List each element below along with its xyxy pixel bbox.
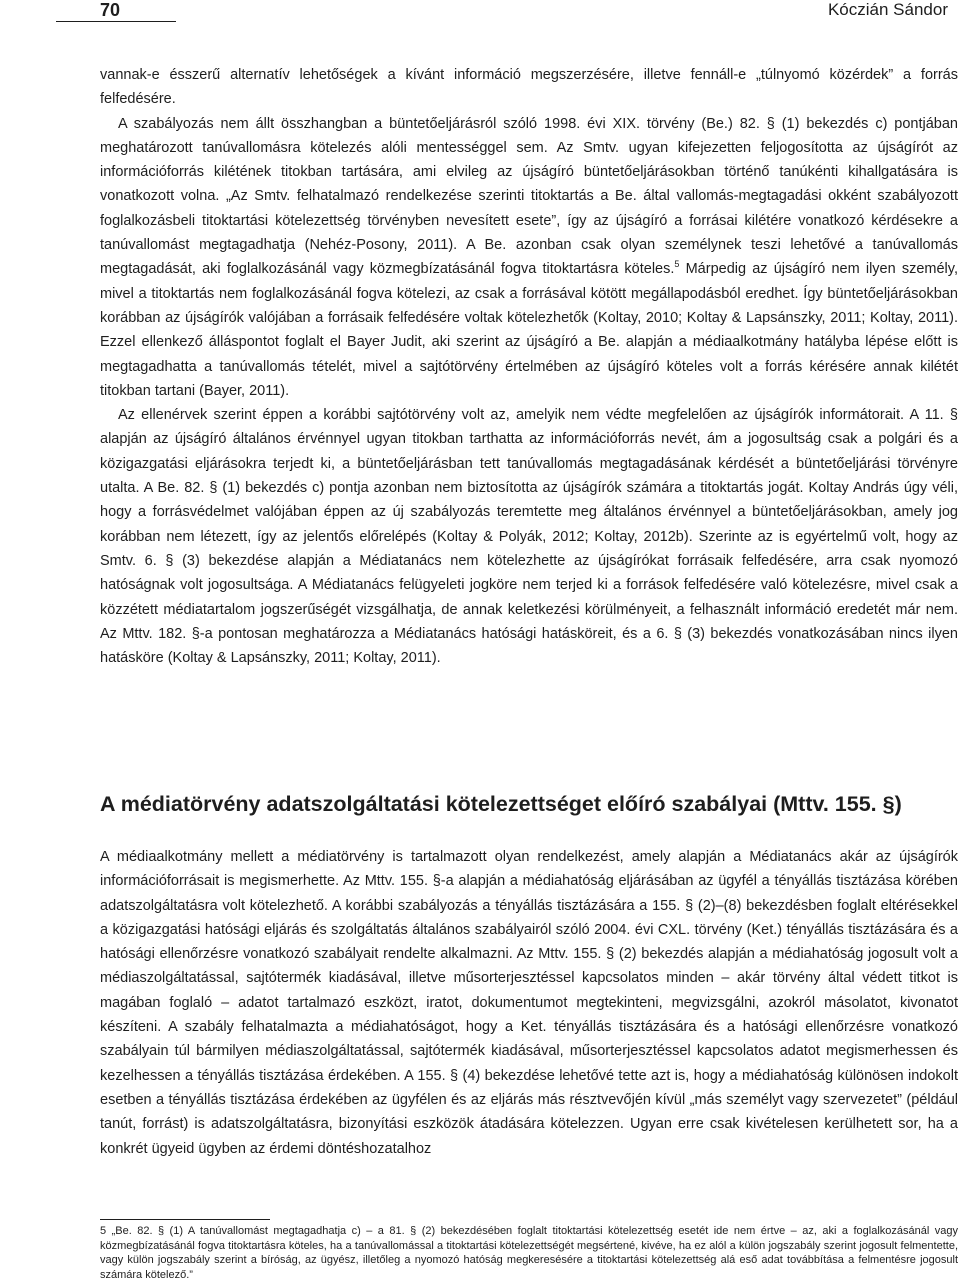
footnote-rule xyxy=(100,1219,270,1220)
footnote xyxy=(100,1224,958,1282)
page-header xyxy=(0,0,960,30)
footnote-ref[interactable]: 5 xyxy=(674,259,680,270)
paragraph xyxy=(100,112,958,404)
header-rule xyxy=(56,21,176,22)
paragraph: vannak-e ésszerű alternatív lehetőségek a kívánt információ megszerzésére, illetve fennáll-e „túlnyomó közérdek” a forrás felfedésére. xyxy=(100,67,958,108)
body-text xyxy=(100,63,958,670)
running-author: Kóczián Sándor xyxy=(827,0,948,19)
paragraph-text: Márpedig az újságíró nem ilyen személy, mivel a titoktartás nem foglalkozásánál fogva kötelezi, az csak a forrásával kötött megállapodásból eredhet. Így büntetőeljárásokban korábban az újságírók valójában a forrásaik felfedésére voltak kötelezhetők (Koltay, 2010; Koltay & Lapsánszky, 2011; Koltay, 2011). Ezzel ellenkező álláspontot foglalt el Bayer Judit, aki szerint az újságíró a Be. alapján a médiaalkotmány hatályba lépése előtt is megtagadhatta a tanúvallomás tételét, mivel a sajtótörvény értelmében az újságíró köteles volt a forrás kérésére annak kilétét titokban tartani (Bayer, 2011). xyxy=(100,261,958,399)
paragraph: Az ellenérvek szerint éppen a korábbi sajtótörvény volt az, amelyik nem védte megfelelően az újságírók informátorait. A 11. § alapján az újságíró általános érvénnyel ugyan titokban tarthatta az információforrás nevét, ám a jogosultság csak a polgári és a közigazgatási eljárásokra terjedt ki, a büntetőeljárásban tett tanúvallomás megtagadásának kérdését a büntetőeljárási törvényre utalta. A Be. 82. § (1) bekezdés c) pontja azonban nem biztosította az újságírók számára a titoktartás jogát. Koltay András úgy véli, hogy a forrásvédelmet valójában éppen az új szabályozás teremtette meg általános érvénnyel a büntetőeljárásokban, amely jog korábban nem létezett, így az jelentős előrelépés (Koltay & Polyák, 2012; Koltay, 2012b). Szerinte az is egyértelmű volt, hogy az Smtv. 6. § (3) bekezdése alapján a Médiatanács nem kötelezhette az újságírókat forrásaik felfedésére, arra csak nyomozó hatóságnak volt jogosultsága. A Médiatanács felügyeleti jogköre nem terjed ki a források felfedésére való kötelezésre, mivel csak a közzétett médiatartalom jogszerűségét vizsgálhatja, de annak keletkezési körülményeit, a felhasznált információ eredetét már nem. Az Mttv. 182. §-a pontosan meghatározza a Médiatanács hatósági hatásköreit, és a 6. § (3) bekezdés vonatkozásában nincs ilyen hatásköre (Koltay & Lapsánszky, 2011; Koltay, 2011). xyxy=(100,407,958,667)
footnote-text: „Be. 82. § (1) A tanúvallomást megtagadhatja c) – a 81. § (2) bekezdésében foglalt titoktartási kötelezettség esetét ide nem értve – az, aki a foglalkozásánál vagy közmegbízatásánál fogva titoktartásra köteles, ha a tanúvallomással a titoktartási kötelezettségét megsértené, kivéve, ha ez alól a külön jogszabály szerint jogosult felmentette, vagy külön jogszabály szerint a bíróság, az ügyész, illetőleg a nyomozó hatóság megkeresésére a titoktartási kötelezettség alá eső adat továbbítása a felmentésre jogosult számára kötelező.” xyxy=(100,1225,958,1281)
section-text xyxy=(100,845,958,1161)
section-heading: A médiatörvény adatszolgáltatási kötelezettséget előíró szabályai (Mttv. 155. §) xyxy=(100,792,902,816)
footnote-number: 5 xyxy=(100,1225,107,1237)
footnote-paragraph xyxy=(100,1224,958,1282)
paragraph: A médiaalkotmány mellett a médiatörvény is tartalmazott olyan rendelkezést, amely alapján a Médiatanács akár az újságírók információforrásait is megismerhette. Az Mttv. 155. §-a alapján a médiahatóság eljárásában az ügyfél a tényállás tisztázása körében adatszolgáltatásra volt kötelezhető. A korábbi szabályozás a tényállás tisztázására a 155. § (2)–(8) bekezdésben foglalt eltérésekkel a közigazgatási hatósági eljárás és szolgáltatás általános szabályairól szóló 2004. évi CXL. törvény (Ket.) tényállás tisztázására és a hatósági ellenőrzésre vonatkozó szabályait rendelte alkalmazni. Az Mttv. 155. § (2) bekezdés alapján a médiahatóság jogosult volt a médiaszolgáltatással, sajtótermék kiadásával, illetve műsorterjesztéssel kapcsolatos minden – akár törvény által védett titkot is magában foglaló – adatot tartalmazó eszközt, iratot, dokumentumot megtekinteni, megvizsgálni, azokról másolatot, kivonatot készíteni. A szabály felhatalmazta a médiahatóságot, hogy a Ket. tényállás tisztázására és a hatósági ellenőrzésre vonatkozó szabályain túl bármilyen médiaszolgáltatással, sajtótermék kiadásával, műsorterjesztéssel kapcsolatos adatot megismerhessen és kezelhessen a tényállás tisztázása érdekében. A 155. § (4) bekezdése lehetővé tette azt is, hogy a médiahatóság különösen indokolt esetben a tényállás tisztázása érdekében az ügyfélen és az eljárás más résztvevőjén kívül „más személyt vagy szervezetet” (például tanút, forrást) is adatszolgáltatásra, bizonyítási eszközök átadására kötelezzen. Ugyan erre csak kivételesen kerülhetett sor, ha a konkrét ügyeid ügyben az érdemi döntéshozatalhoz xyxy=(100,849,958,1157)
paragraph-text: A szabályozás nem állt összhangban a büntetőeljárásról szóló 1998. évi XIX. törvény (Be.) 82. § (1) bekezdés c) pontjában meghatározott tanúvallomásra kötelezés alóli mentességgel sem. Az Smtv. ugyan kifejezetten feljogosította az újságírót az információforrás kilétének titokban tartására, ami elvileg az újságíró büntetőeljárásokban történő tanúkénti kihallgatására is vonatkozott volna. „Az Smtv. felhatalmazó rendelkezése szerinti titoktartás a Be. által vallomás-megtagadási okként szabályozott foglalkozásbeli titoktartási kötelezettség törvényben nevesített esete”, így az újságíró a forrásai kilétére vonatkozó kérdésekre a tanúvallomást megtagadhatja (Nehéz-Posony, 2011). A Be. azonban csak olyan személynek teszi lehetővé a tanúvallomás megtagadását, aki foglalkozásánál vagy közmegbízatásánál fogva titoktartásra köteles. xyxy=(100,115,958,278)
page-number: 70 xyxy=(100,0,121,20)
